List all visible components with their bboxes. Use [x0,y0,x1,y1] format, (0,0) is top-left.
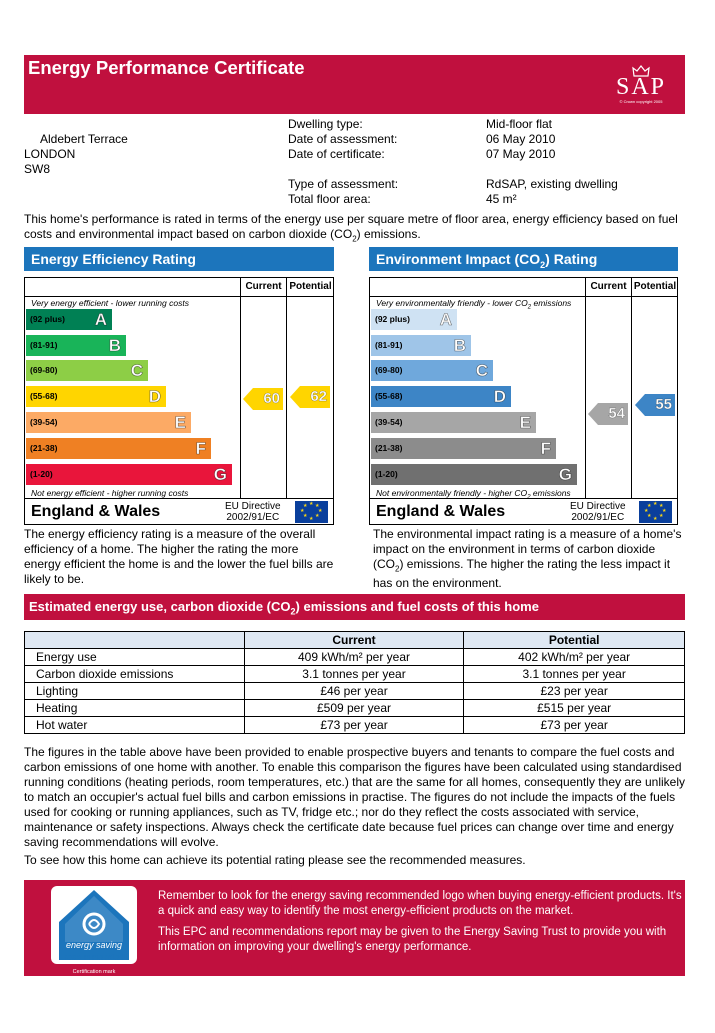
energy-saving-logo-icon [49,884,139,976]
dwelling-details-labels [288,117,397,162]
detail-value: 07 May 2010 [486,147,556,161]
co2-band-e: (39-54) E [371,412,536,433]
rating-band-f: (21-38) F [26,438,211,459]
potential-value: £73 per year [464,717,685,734]
potential-co2-value: 55 [655,396,672,413]
address-line-3: SW8 [24,162,51,176]
detail-value: RdSAP, existing dwelling [486,177,618,191]
potential-value: £515 per year [464,700,685,717]
table-row [25,649,685,666]
dwelling-details-values [486,117,555,162]
logo-energy-saving-text: energy saving [65,940,123,950]
friendly-note: Very environmentally friendly - lower $CO_2$ emissions [376,298,572,311]
potential-rating-value: 62 [310,388,327,405]
logo-recommended-text: recommended [63,952,125,962]
empty-header-cell [25,632,245,649]
certificate-title-banner [24,55,685,114]
detail-label: Type of assessment: [288,177,399,191]
current-co2-value: 54 [608,405,625,422]
assessment-details-values [486,177,618,207]
rating-band-c: (69-80) C [26,360,148,381]
intro-paragraph: This home's performance is rated in terms of the energy use per square metre of floor area, energy efficiency based on fuel costs and environmental impact based on carbon dioxide $(CO_2)$ emissions. [24,212,678,244]
table-header-row [25,632,685,649]
detail-label: Date of assessment: [288,132,398,146]
explanation-text [24,745,688,868]
assessment-details-labels [288,177,398,207]
current-rating-pointer [243,388,283,410]
property-address [24,132,128,177]
current-column-header: Current [244,632,464,649]
address-line-2: LONDON [24,147,76,161]
table-row [25,683,685,700]
energy-efficiency-panel [24,277,334,525]
detail-value: Mid-floor flat [486,117,553,131]
region-label: England & Wales [31,503,161,520]
sap-copyright: © Crown copyright 2005 [619,99,663,104]
eu-flag-icon: ★ ★ ★ ★ ★ ★ ★ ★ [639,501,672,523]
current-column-header: Current [585,278,632,297]
row-label: Carbon dioxide emissions [25,666,245,683]
potential-value: 402 kWh/m² per year [464,649,685,666]
row-label: Heating [25,700,245,717]
energy-saving-recommended-logo [49,884,139,974]
energy-efficiency-heading: Energy Efficiency Rating [24,247,334,271]
environment-impact-panel [369,277,678,525]
rating-band-a: (92 plus) A [26,309,112,330]
sap-logo-text: SAP [615,74,667,100]
logo-cert-text: Certification mark [72,969,116,975]
rating-band-d: (55-68) D [26,386,166,407]
detail-value: 06 May 2010 [486,132,556,146]
table-row [25,700,685,717]
potential-column-header: Potential [632,278,678,297]
current-value: £73 per year [244,717,464,734]
table-row [25,717,685,734]
current-value: £509 per year [244,700,464,717]
footer-paragraph-1: Remember to look for the energy saving recommended logo when buying energy-efficient products. It's a quick and easy way to identify the most energy-efficient products on the market. [158,890,682,917]
detail-label: Total floor area: [288,192,371,206]
potential-co2-pointer [635,394,675,416]
co2-band-f: (21-38) F [371,438,556,459]
energy-costs-table [24,631,685,734]
panel-footer [25,498,333,525]
potential-column-header: Potential [464,632,685,649]
region-label: England & Wales [376,503,506,520]
efficiency-description: The energy efficiency rating is a measure of the overall efficiency of a home. The higher the rating the more energy efficient the home is and the lower the fuel bills are likely to be. [24,527,334,586]
panel-footer [370,498,677,525]
co2-band-g: (1-20) G [371,464,577,485]
potential-value: 3.1 tonnes per year [464,666,685,683]
rating-band-g: (1-20) G [26,464,232,485]
current-value: 409 kWh/m² per year [244,649,464,666]
co2-band-b: (81-91) B [371,335,471,356]
co2-band-a: (92 plus) A [371,309,457,330]
detail-label: Date of certificate: [288,147,385,161]
energy-saving-recommended-banner [24,880,685,976]
current-rating-value: 60 [263,390,280,407]
environment-description: The environmental impact rating is a measure of a home's impact on the environment in terms of carbon dioxide $(CO_2)$ emissions. The higher the rating the less impact it has on the environment. [373,527,682,591]
recommended-measures-note: To see how this home can achieve its potential rating please see the recommended measures. [24,853,526,867]
explanation-paragraph: The figures in the table above have been provided to enable prospective buyers and tenants to compare the fuel costs and carbon emissions of one home with another. To enable this comparison the figures have been calculated using standardised running conditions (heating periods, room temperatures, etc.) that are the same for all homes, consequently they are unlikely to match an occupier's actual fuel bills and carbon emissions in practise. The figures do not include the impacts of the fuels used for cooking or running appliances, such as TV, fridge etc.; nor do they reflect the costs associated with service, maintenance or safety inspections. Always check the certificate date because fuel prices can change over time and energy saving recommendations will evolve. [24,745,686,849]
page-title: Energy Performance Certificate [28,57,305,78]
sap-logo [605,65,677,109]
unfriendly-note: Not environmentally friendly - higher $CO_2$ emissions [376,488,571,501]
co2-band-d: (55-68) D [371,386,511,407]
current-co2-pointer [588,403,628,425]
potential-value: £23 per year [464,683,685,700]
current-value: 3.1 tonnes per year [244,666,464,683]
efficient-note: Very energy efficient - lower running costs [31,298,189,308]
environment-impact-heading: Environment Impact $(CO_2)$ Rating [369,247,678,271]
potential-column-header: Potential [287,278,334,297]
crown-icon [632,65,650,77]
footer-paragraph-2: This EPC and recommendations report may be given to the Energy Saving Trust to provide you with information on improving your dwelling's energy performance. [158,926,667,953]
current-column-header: Current [240,278,287,297]
row-label: Hot water [25,717,245,734]
eu-flag-icon: ★ ★ ★ ★ ★ ★ ★ ★ [295,501,328,523]
eu-directive: EU Directive 2002/91/EC [570,501,626,523]
estimated-costs-heading: Estimated energy use, carbon dioxide $(CO_2)$ emissions and fuel costs of this home [24,594,685,620]
address-line-1: Aldebert Terrace [40,132,128,146]
table-row [25,666,685,683]
rating-band-e: (39-54) E [26,412,191,433]
detail-label: Dwelling type: [288,117,363,131]
inefficient-note: Not energy efficient - higher running costs [31,488,189,498]
eu-directive: EU Directive 2002/91/EC [225,501,281,523]
rating-band-b: (81-91) B [26,335,126,356]
current-value: £46 per year [244,683,464,700]
potential-rating-pointer [290,386,330,408]
co2-band-c: (69-80) C [371,360,493,381]
detail-value: 45 m² [486,192,517,206]
row-label: Energy use [25,649,245,666]
row-label: Lighting [25,683,245,700]
